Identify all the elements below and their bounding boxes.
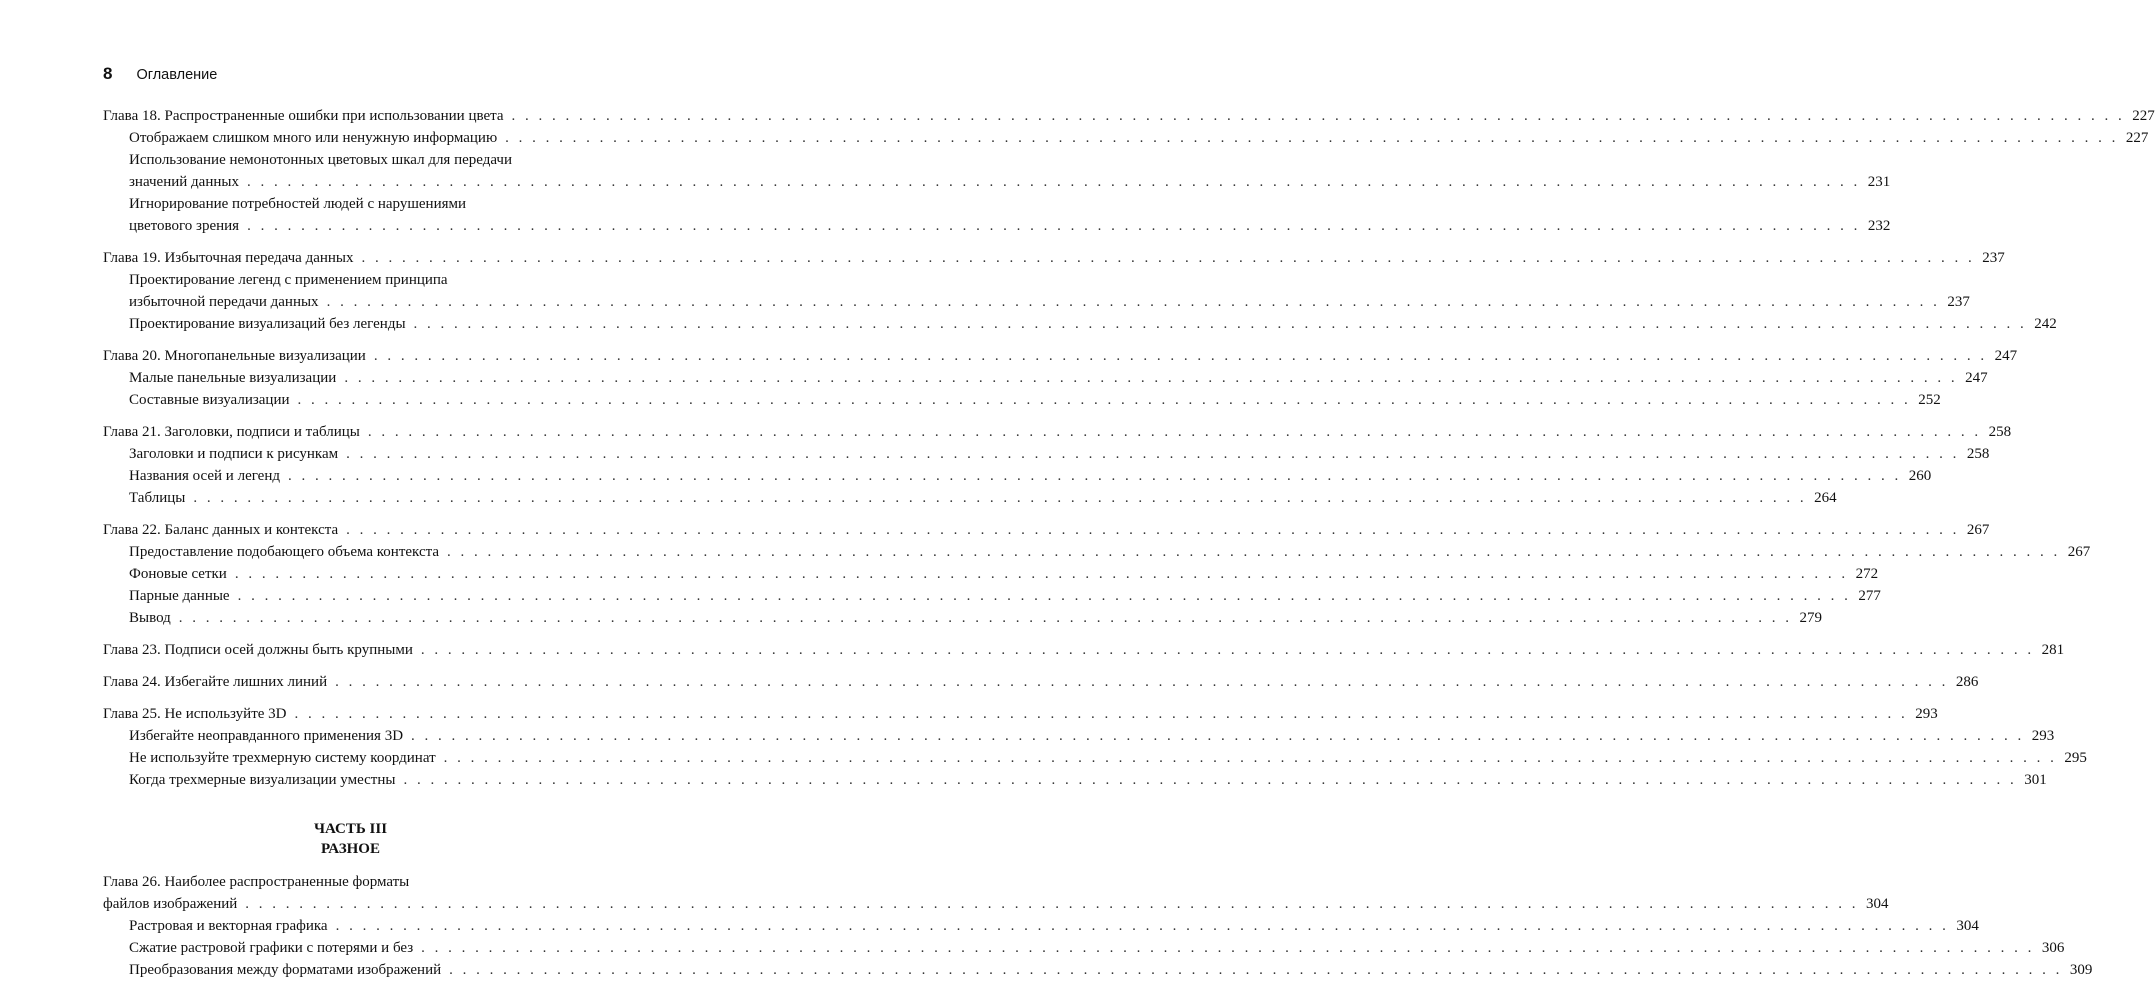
section-page: 264 xyxy=(1814,490,1837,506)
running-head xyxy=(103,64,217,84)
chapter-entry xyxy=(103,671,1979,693)
section-title: Когда трехмерные визуализации уместны xyxy=(129,772,396,788)
chapter-entry xyxy=(103,247,2057,335)
section-row xyxy=(103,389,1941,411)
dot-leader: . . . . . . . . . . . . . . . . . . . . . . . . . . . . . . . . . . . . . . . . . . . . . . . . . . . . . . . . . . . . . . . . . . . . . . . . . . . . . . . . . . . . . . . . . . . . . . . . . . . . . . . . . . . . . . . . . . . . . . . . xyxy=(247,218,1861,234)
section-page: 258 xyxy=(1966,446,1990,462)
dot-leader: . . . . . . . . . . . . . . . . . . . . . . . . . . . . . . . . . . . . . . . . . . . . . . . . . . . . . . . . . . . . . . . . . . . . . . . . . . . . . . . . . . . . . . . . . . . . . . . . . . . . . . . . . . . . . . . . . . . . . . . . xyxy=(294,706,1908,722)
chapter-page: 304 xyxy=(1866,896,1889,912)
section-title: Растровая и векторная графика xyxy=(129,918,328,934)
section-title: Преобразования между форматами изображений xyxy=(129,962,442,978)
chapter-row xyxy=(103,639,2065,661)
dot-leader: . . . . . . . . . . . . . . . . . . . . . . . . . . . . . . . . . . . . . . . . . . . . . . . . . . . . . . . . . . . . . . . . . . . . . . . . . . . . . . . . . . . . . . . . . . . . . . . . . . . . . . . . . . . . . . . . . . . . . . . . xyxy=(297,392,1911,408)
section-page: 277 xyxy=(1858,588,1881,604)
dot-leader: . . . . . . . . . . . . . . . . . . . . . . . . . . . . . . . . . . . . . . . . . . . . . . . . . . . . . . . . . . . . . . . . . . . . . . . . . . . . . . . . . . . . . . . . . . . . . . . . . . . . . . . . . . . . . . . . . . . . . . . . xyxy=(403,772,2017,788)
section-title: Составные визуализации xyxy=(129,392,290,408)
section-title: Таблицы xyxy=(129,490,186,506)
chapter-entry xyxy=(103,421,2012,509)
chapter-page: 227 xyxy=(2132,108,2155,124)
section-row xyxy=(103,563,1879,585)
section-page: 237 xyxy=(1947,294,1970,310)
chapter-row xyxy=(103,105,2155,127)
page-number: 8 xyxy=(103,64,113,83)
chapter-row xyxy=(103,671,1979,693)
chapter-title: Глава 18. Распространенные ошибки при использовании цвета xyxy=(103,108,504,124)
section-row xyxy=(103,959,2093,981)
dot-leader: . . . . . . . . . . . . . . . . . . . . . . . . . . . . . . . . . . . . . . . . . . . . . . . . . . . . . . . . . . . . . . . . . . . . . . . . . . . . . . . . . . . . . . . . . . . . . . . . . . . . . . . . . . . . . . . . . . . . . . . . xyxy=(335,674,1949,690)
section-row xyxy=(103,215,1891,237)
chapter-title: Глава 22. Баланс данных и контекста xyxy=(103,522,339,538)
section-row xyxy=(103,465,1932,487)
section-row xyxy=(103,607,1823,629)
section-page: 304 xyxy=(1956,918,1979,934)
part-number: ЧАСТЬ III xyxy=(313,821,388,837)
section-title: Малые панельные визуализации xyxy=(129,370,337,386)
chapter-page: 281 xyxy=(2041,642,2065,658)
section-row xyxy=(103,937,2065,959)
table-of-contents xyxy=(103,105,2155,991)
section-page: 247 xyxy=(1965,370,1988,386)
chapter-title: Глава 23. Подписи осей должны быть крупными xyxy=(103,642,413,658)
section-title: Предоставление подобающего объема контекста xyxy=(129,544,440,560)
chapter-title: Глава 20. Многопанельные визуализации xyxy=(103,348,366,364)
section-page: 301 xyxy=(2024,772,2047,788)
part-heading xyxy=(103,819,598,859)
chapter-row xyxy=(103,703,1938,725)
section-page: 252 xyxy=(1918,392,1941,408)
section-page: 306 xyxy=(2041,940,2065,956)
dot-leader: . . . . . . . . . . . . . . . . . . . . . . . . . . . . . . . . . . . . . . . . . . . . . . . . . . . . . . . . . . . . . . . . . . . . . . . . . . . . . . . . . . . . . . . . . . . . . . . . . . . . . . . . . . . . . . . . . . . . . . . . xyxy=(367,424,1982,440)
dot-leader: . . . . . . . . . . . . . . . . . . . . . . . . . . . . . . . . . . . . . . . . . . . . . . . . . . . . . . . . . . . . . . . . . . . . . . . . . . . . . . . . . . . . . . . . . . . . . . . . . . . . . . . . . . . . . . . . . . . . . . . . xyxy=(178,610,1793,626)
section-page: 293 xyxy=(2031,728,2055,744)
section-row xyxy=(103,291,1970,313)
dot-leader: . . . . . . . . . . . . . . . . . . . . . . . . . . . . . . . . . . . . . . . . . . . . . . . . . . . . . . . . . . . . . . . . . . . . . . . . . . . . . . . . . . . . . . . . . . . . . . . . . . . . . . . . . . . . . . . . . . . . . . . . xyxy=(193,490,1807,506)
section-row xyxy=(103,915,1979,937)
section-row xyxy=(103,769,2047,791)
chapter-row xyxy=(103,421,2012,443)
section-title: Заголовки и подписи к рисункам xyxy=(129,446,339,462)
section-title: избыточной передачи данных xyxy=(129,294,319,310)
dot-leader: . . . . . . . . . . . . . . . . . . . . . . . . . . . . . . . . . . . . . . . . . . . . . . . . . . . . . . . . . . . . . . . . . . . . . . . . . . . . . . . . . . . . . . . . . . . . . . . . . . . . . . . . . . . . . . . . . . . . . . . . xyxy=(346,446,1960,462)
section-title: Избегайте неоправданного применения 3D xyxy=(129,728,404,744)
chapter-entry xyxy=(103,639,2065,661)
section-title: цветового зрения xyxy=(129,218,240,234)
chapter-title-line: Глава 26. Наиболее распространенные форматы xyxy=(103,874,410,890)
section-row xyxy=(103,443,1990,465)
dot-leader: . . . . . . . . . . . . . . . . . . . . . . . . . . . . . . . . . . . . . . . . . . . . . . . . . . . . . . . . . . . . . . . . . . . . . . . . . . . . . . . . . . . . . . . . . . . . . . . . . . . . . . . . . . . . . . . . . . . . . . . . xyxy=(411,728,2025,744)
chapter-title: файлов изображений xyxy=(103,896,238,912)
dot-leader: . . . . . . . . . . . . . . . . . . . . . . . . . . . . . . . . . . . . . . . . . . . . . . . . . . . . . . . . . . . . . . . . . . . . . . . . . . . . . . . . . . . . . . . . . . . . . . . . . . . . . . . . . . . . . . . . . . . . . . . . xyxy=(335,918,1949,934)
chapter-page: 258 xyxy=(1988,424,2012,440)
running-head-title: Оглавление xyxy=(136,67,218,83)
section-title-line: Игнорирование потребностей людей с нарушениями xyxy=(129,196,467,212)
dot-leader: . . . . . . . . . . . . . . . . . . . . . . . . . . . . . . . . . . . . . . . . . . . . . . . . . . . . . . . . . . . . . . . . . . . . . . . . . . . . . . . . . . . . . . . . . . . . . . . . . . . . . . . . . . . . . . . . . . . . . . . . xyxy=(443,750,2057,766)
chapter-entry xyxy=(103,871,2093,981)
chapter-row xyxy=(103,345,2018,367)
section-title: Фоновые сетки xyxy=(129,566,227,582)
section-row xyxy=(103,585,1881,607)
chapter-page: 293 xyxy=(1915,706,1938,722)
dot-leader: . . . . . . . . . . . . . . . . . . . . . . . . . . . . . . . . . . . . . . . . . . . . . . . . . . . . . . . . . . . . . . . . . . . . . . . . . . . . . . . . . . . . . . . . . . . . . . . . . . . . . . . . . . . . . . . . . . . . . . . . xyxy=(361,250,1975,266)
dot-leader: . . . . . . . . . . . . . . . . . . . . . . . . . . . . . . . . . . . . . . . . . . . . . . . . . . . . . . . . . . . . . . . . . . . . . . . . . . . . . . . . . . . . . . . . . . . . . . . . . . . . . . . . . . . . . . . . . . . . . . . . xyxy=(449,962,2063,978)
chapter-title: Глава 19. Избыточная передача данных xyxy=(103,250,354,266)
section-page: 260 xyxy=(1908,468,1932,484)
dot-leader: . . . . . . . . . . . . . . . . . . . . . . . . . . . . . . . . . . . . . . . . . . . . . . . . . . . . . . . . . . . . . . . . . . . . . . . . . . . . . . . . . . . . . . . . . . . . . . . . . . . . . . . . . . . . . . . . . . . . . . . . xyxy=(420,642,2035,658)
chapter-entry xyxy=(103,105,2155,237)
section-page: 227 xyxy=(2125,130,2149,146)
section-row xyxy=(103,747,2087,769)
dot-leader: . . . . . . . . . . . . . . . . . . . . . . . . . . . . . . . . . . . . . . . . . . . . . . . . . . . . . . . . . . . . . . . . . . . . . . . . . . . . . . . . . . . . . . . . . . . . . . . . . . . . . . . . . . . . . . . . . . . . . . . . xyxy=(245,896,1859,912)
section-title: Вывод xyxy=(129,610,171,626)
section-page: 232 xyxy=(1867,218,1891,234)
chapter-title: Глава 25. Не используйте 3D xyxy=(103,706,287,722)
dot-leader: . . . . . . . . . . . . . . . . . . . . . . . . . . . . . . . . . . . . . . . . . . . . . . . . . . . . . . . . . . . . . . . . . . . . . . . . . . . . . . . . . . . . . . . . . . . . . . . . . . . . . . . . . . . . . . . . . . . . . . . . xyxy=(447,544,2061,560)
section-row xyxy=(103,127,2149,149)
dot-leader: . . . . . . . . . . . . . . . . . . . . . . . . . . . . . . . . . . . . . . . . . . . . . . . . . . . . . . . . . . . . . . . . . . . . . . . . . . . . . . . . . . . . . . . . . . . . . . . . . . . . . . . . . . . . . . . . . . . . . . . . xyxy=(288,468,1902,484)
section-title: значений данных xyxy=(129,174,239,190)
chapter-entry xyxy=(103,345,2018,411)
dot-leader: . . . . . . . . . . . . . . . . . . . . . . . . . . . . . . . . . . . . . . . . . . . . . . . . . . . . . . . . . . . . . . . . . . . . . . . . . . . . . . . . . . . . . . . . . . . . . . . . . . . . . . . . . . . . . . . . . . . . . . . . xyxy=(373,348,1988,364)
section-page: 242 xyxy=(2034,316,2057,332)
section-page: 272 xyxy=(1855,566,1879,582)
section-page: 295 xyxy=(2064,750,2087,766)
section-row xyxy=(103,367,1988,389)
chapter-title: Глава 21. Заголовки, подписи и таблицы xyxy=(103,424,360,440)
dot-leader: . . . . . . . . . . . . . . . . . . . . . . . . . . . . . . . . . . . . . . . . . . . . . . . . . . . . . . . . . . . . . . . . . . . . . . . . . . . . . . . . . . . . . . . . . . . . . . . . . . . . . . . . . . . . . . . . . . . . . . . . xyxy=(413,316,2027,332)
section-row xyxy=(103,541,2091,563)
chapter-page: 237 xyxy=(1982,250,2005,266)
section-page: 231 xyxy=(1867,174,1891,190)
dot-leader: . . . . . . . . . . . . . . . . . . . . . . . . . . . . . . . . . . . . . . . . . . . . . . . . . . . . . . . . . . . . . . . . . . . . . . . . . . . . . . . . . . . . . . . . . . . . . . . . . . . . . . . . . . . . . . . . . . . . . . . . xyxy=(344,370,1958,386)
dot-leader: . . . . . . . . . . . . . . . . . . . . . . . . . . . . . . . . . . . . . . . . . . . . . . . . . . . . . . . . . . . . . . . . . . . . . . . . . . . . . . . . . . . . . . . . . . . . . . . . . . . . . . . . . . . . . . . . . . . . . . . . xyxy=(346,522,1960,538)
section-page: 279 xyxy=(1799,610,1823,626)
section-title: Парные данные xyxy=(129,588,230,604)
section-title: Не используйте трехмерную систему координат xyxy=(129,750,436,766)
section-page: 267 xyxy=(2067,544,2091,560)
dot-leader: . . . . . . . . . . . . . . . . . . . . . . . . . . . . . . . . . . . . . . . . . . . . . . . . . . . . . . . . . . . . . . . . . . . . . . . . . . . . . . . . . . . . . . . . . . . . . . . . . . . . . . . . . . . . . . . . . . . . . . . . xyxy=(234,566,1849,582)
chapter-row xyxy=(103,893,1889,915)
chapter-title: Глава 24. Избегайте лишних линий xyxy=(103,674,328,690)
dot-leader: . . . . . . . . . . . . . . . . . . . . . . . . . . . . . . . . . . . . . . . . . . . . . . . . . . . . . . . . . . . . . . . . . . . . . . . . . . . . . . . . . . . . . . . . . . . . . . . . . . . . . . . . . . . . . . . . . . . . . . . . xyxy=(511,108,2125,124)
section-row xyxy=(103,171,1891,193)
dot-leader: . . . . . . . . . . . . . . . . . . . . . . . . . . . . . . . . . . . . . . . . . . . . . . . . . . . . . . . . . . . . . . . . . . . . . . . . . . . . . . . . . . . . . . . . . . . . . . . . . . . . . . . . . . . . . . . . . . . . . . . . xyxy=(326,294,1940,310)
chapter-page: 247 xyxy=(1994,348,2018,364)
section-title: Отображаем слишком много или ненужную информацию xyxy=(129,130,498,146)
dot-leader: . . . . . . . . . . . . . . . . . . . . . . . . . . . . . . . . . . . . . . . . . . . . . . . . . . . . . . . . . . . . . . . . . . . . . . . . . . . . . . . . . . . . . . . . . . . . . . . . . . . . . . . . . . . . . . . . . . . . . . . . xyxy=(237,588,1851,604)
section-title: Названия осей и легенд xyxy=(129,468,281,484)
section-title-line: Использование немонотонных цветовых шкал для передачи xyxy=(129,152,512,168)
chapter-page: 286 xyxy=(1955,674,1979,690)
section-row xyxy=(103,313,2057,335)
section-title: Сжатие растровой графики с потерями и без xyxy=(129,940,414,956)
dot-leader: . . . . . . . . . . . . . . . . . . . . . . . . . . . . . . . . . . . . . . . . . . . . . . . . . . . . . . . . . . . . . . . . . . . . . . . . . . . . . . . . . . . . . . . . . . . . . . . . . . . . . . . . . . . . . . . . . . . . . . . . xyxy=(505,130,2119,146)
section-title: Проектирование визуализаций без легенды xyxy=(129,316,406,332)
section-row xyxy=(103,725,2055,747)
part-name: РАЗНОЕ xyxy=(321,841,380,857)
chapter-entry xyxy=(103,703,2087,791)
section-page: 309 xyxy=(2069,962,2093,978)
dot-leader: . . . . . . . . . . . . . . . . . . . . . . . . . . . . . . . . . . . . . . . . . . . . . . . . . . . . . . . . . . . . . . . . . . . . . . . . . . . . . . . . . . . . . . . . . . . . . . . . . . . . . . . . . . . . . . . . . . . . . . . . xyxy=(421,940,2035,956)
chapter-entry xyxy=(103,519,2091,629)
chapter-row xyxy=(103,247,2005,269)
chapter-page: 267 xyxy=(1966,522,1990,538)
chapter-row xyxy=(103,519,1990,541)
section-row xyxy=(103,487,1837,509)
section-title-line: Проектирование легенд с применением принципа xyxy=(129,272,448,288)
dot-leader: . . . . . . . . . . . . . . . . . . . . . . . . . . . . . . . . . . . . . . . . . . . . . . . . . . . . . . . . . . . . . . . . . . . . . . . . . . . . . . . . . . . . . . . . . . . . . . . . . . . . . . . . . . . . . . . . . . . . . . . . xyxy=(246,174,1861,190)
